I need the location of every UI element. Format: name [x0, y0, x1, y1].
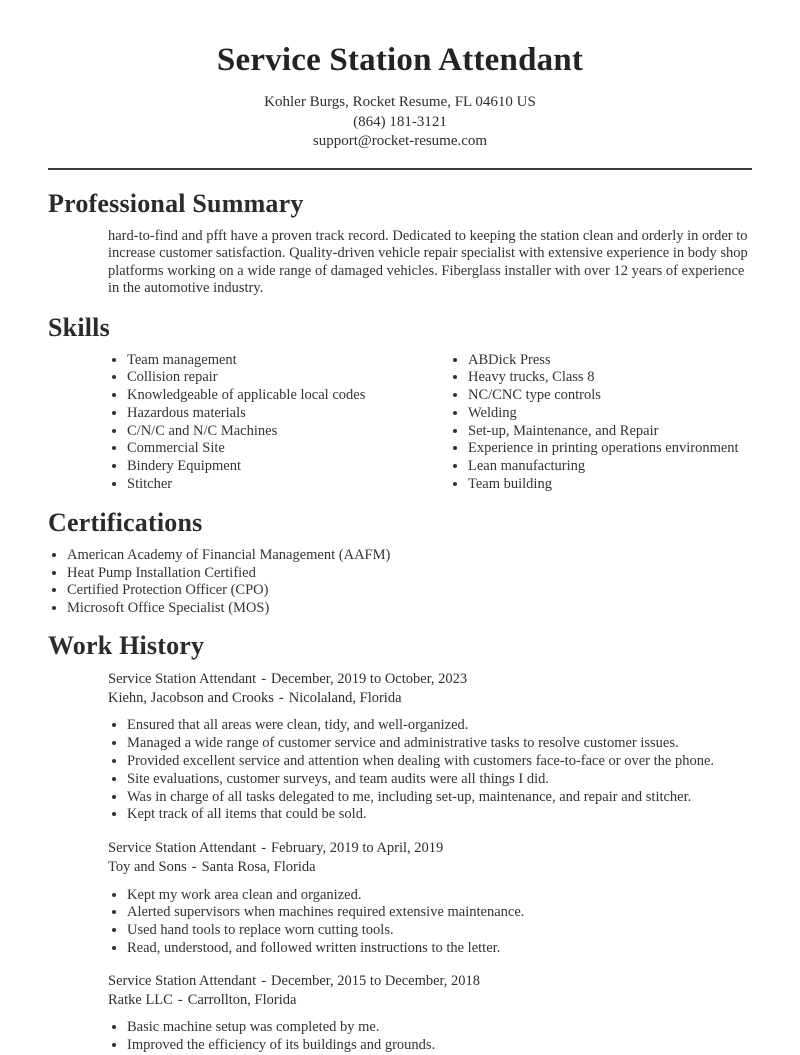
certification-item: • American Academy of Financial Management (AAFM)	[67, 547, 752, 565]
job-separator: -	[177, 992, 183, 1009]
job-bullet: • Ensured that all areas were clean, tidy, and well-organized.	[127, 717, 752, 735]
contact-phone: (864) 181-3121	[353, 113, 447, 130]
job-bullet: • Alerted supervisors when machines required extensive maintenance.	[127, 904, 752, 922]
certification-item: • Heat Pump Installation Certified	[67, 565, 752, 583]
job-location: Santa Rosa, Florida	[201, 859, 316, 876]
skill-item: • Collision repair	[127, 369, 449, 387]
job-bullet-list	[108, 1019, 752, 1055]
section-heading-certifications: Certifications	[48, 507, 203, 537]
job-entry	[108, 670, 752, 824]
skill-item: • Lean manufacturing	[468, 458, 752, 476]
job-company-line	[108, 689, 752, 708]
job-title-line	[108, 839, 752, 858]
skill-item: • C/N/C and N/C Machines	[127, 423, 449, 441]
job-bullet: • Basic machine setup was completed by me.	[127, 1019, 752, 1037]
skill-item: • Set-up, Maintenance, and Repair	[468, 423, 752, 441]
contact-block	[48, 93, 752, 152]
contact-address: Kohler Burgs, Rocket Resume, FL 04610 US	[264, 94, 536, 110]
certifications-list	[48, 547, 752, 618]
job-company: Toy and Sons	[108, 859, 187, 876]
skill-item: • Team building	[468, 476, 752, 494]
job-bullet: • Was in charge of all tasks delegated to me, including set-up, maintenance, and repair and stitcher.	[127, 789, 752, 807]
skills-columns	[108, 352, 752, 494]
skills-list-left	[108, 352, 449, 494]
contact-email: support@rocket-resume.com	[312, 133, 488, 149]
skill-item: • Hazardous materials	[127, 405, 449, 423]
job-title: Service Station Attendant	[108, 972, 257, 989]
skill-item: • Knowledgeable of applicable local codes	[127, 387, 449, 405]
professional-summary-text: hard-to-find and pfft have a proven track record. Dedicated to keeping the station clean and orderly in order to increase customer satisfaction. Quality-driven vehicle repair specialist with extensive experience in body shop platforms working on a wide range of damaged vehicles. Fiberglass installer with over 12 years of experience in the automotive industry.	[108, 227, 748, 296]
skill-item: • Heavy trucks, Class 8	[468, 369, 752, 387]
job-separator: -	[261, 972, 267, 989]
certification-item: • Certified Protection Officer (CPO)	[67, 582, 752, 600]
job-entry	[108, 839, 752, 958]
job-bullet: • Used hand tools to replace worn cutting tools.	[127, 922, 752, 940]
job-title: Service Station Attendant	[108, 671, 257, 688]
skill-item: • Stitcher	[127, 476, 449, 494]
job-separator: -	[191, 859, 197, 876]
skill-item: • Commercial Site	[127, 440, 449, 458]
skill-item: • Team management	[127, 352, 449, 370]
job-bullet: • Site evaluations, customer surveys, and team audits were all things I did.	[127, 771, 752, 789]
job-bullet: • Kept track of all items that could be sold.	[127, 806, 752, 824]
job-title-line	[108, 972, 752, 991]
job-separator: -	[261, 840, 267, 857]
job-separator: -	[278, 690, 284, 707]
job-bullet: • Read, understood, and followed written instructions to the letter.	[127, 940, 752, 958]
header-divider	[48, 168, 752, 170]
job-company-line	[108, 858, 752, 877]
job-company: Kiehn, Jacobson and Crooks	[108, 690, 274, 707]
skill-item: • Experience in printing operations environment	[468, 440, 752, 458]
job-title-line	[108, 670, 752, 689]
job-bullet: • Improved the efficiency of its buildings and grounds.	[127, 1037, 752, 1055]
job-separator: -	[261, 671, 267, 688]
job-dates: December, 2015 to December, 2018	[271, 972, 481, 989]
job-dates: February, 2019 to April, 2019	[271, 840, 444, 857]
skills-list-right	[449, 352, 752, 494]
skill-item: • NC/CNC type controls	[468, 387, 752, 405]
job-bullet-list	[108, 717, 752, 824]
job-bullet-list	[108, 887, 752, 958]
job-entry	[108, 972, 752, 1055]
section-heading-work-history: Work History	[48, 631, 205, 661]
job-company: Ratke LLC	[108, 992, 173, 1009]
certification-item: • Microsoft Office Specialist (MOS)	[67, 600, 752, 618]
skill-item: • Bindery Equipment	[127, 458, 449, 476]
job-bullet: • Provided excellent service and attention when dealing with customers face-to-face or over the phone.	[127, 753, 752, 771]
skill-item: • ABDick Press	[468, 352, 752, 370]
job-bullet: • Kept my work area clean and organized.	[127, 887, 752, 905]
section-heading-skills: Skills	[48, 312, 110, 342]
section-heading-professional-summary: Professional Summary	[48, 188, 304, 218]
job-location: Nicolaland, Florida	[288, 690, 402, 707]
skill-item: • Welding	[468, 405, 752, 423]
resume-title: Service Station Attendant	[216, 42, 584, 78]
job-location: Carrollton, Florida	[187, 992, 297, 1009]
job-dates: December, 2019 to October, 2023	[271, 671, 468, 688]
job-bullet: • Managed a wide range of customer service and administrative tasks to resolve customer issues.	[127, 735, 752, 753]
job-company-line	[108, 991, 752, 1010]
job-title: Service Station Attendant	[108, 840, 257, 857]
